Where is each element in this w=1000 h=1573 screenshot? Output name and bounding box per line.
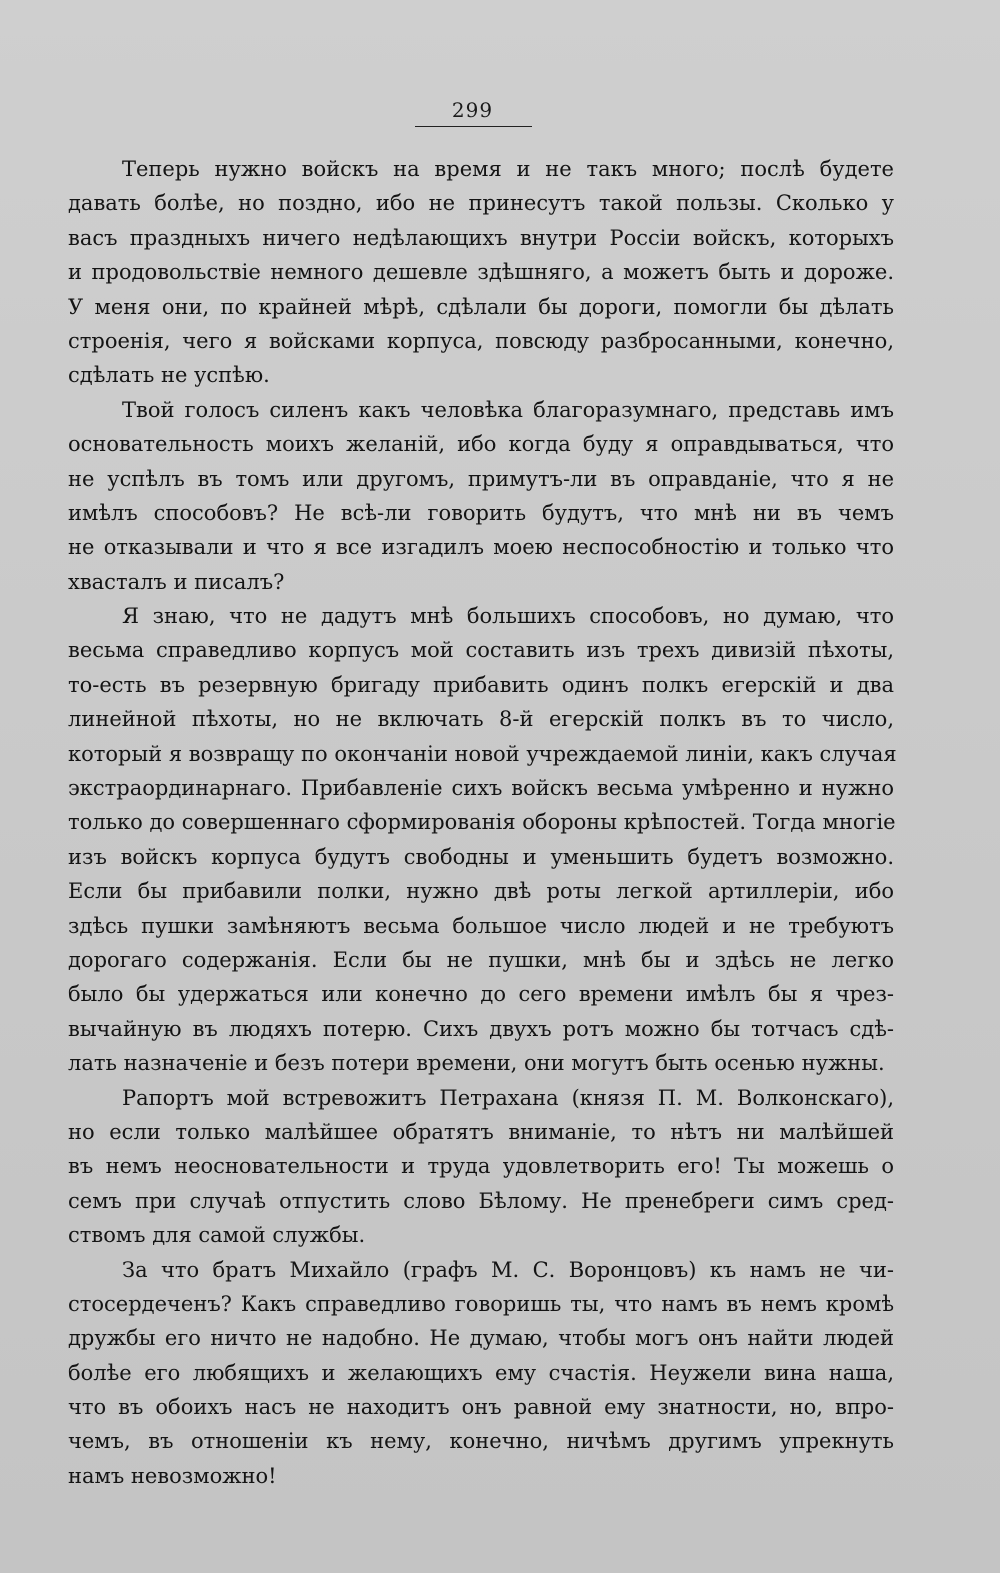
text-line: За что братъ Михайло (графъ М. С. Воронцовъ) къ намъ не чи- [122,1257,894,1282]
text-line: линейной пѣхоты, но не включать 8-й егерскій полкъ въ то число, [68,707,894,732]
body-text [68,152,897,1493]
text-line: основательность моихъ желаній, ибо когда буду я оправдываться, что [68,432,894,457]
text-line: здѣсь пушки замѣняютъ весьма большое число людей и не требуютъ [68,913,894,938]
text-line: намъ невозможно! [68,1463,277,1488]
text-line: Рапортъ мой встревожитъ Петрахана (князя П. М. Волконскаго), [122,1085,894,1110]
text-line: не успѣлъ въ томъ или другомъ, примутъ-ли въ оправданіе, что я не [68,466,894,491]
text-line: Теперь нужно войскъ на время и не такъ много; послѣ будете [122,157,894,181]
text-line: У меня они, по крайней мѣрѣ, сдѣлали бы дороги, помогли бы дѣлать [68,294,894,319]
text-line: дружбы его ничто не надобно. Не думаю, чтобы могъ онъ найти людей [68,1326,894,1351]
text-line: весьма справедливо корпусъ мой составить изъ трехъ дивизій пѣхоты, [68,638,894,663]
text-line: что въ обоихъ насъ не находитъ онъ равной ему знатности, но, впро- [68,1395,894,1420]
text-line: было бы удержаться или конечно до сего времени имѣлъ бы я чрез- [68,982,894,1007]
text-line: Если бы прибавили полки, нужно двѣ роты легкой артиллеріи, ибо [68,879,894,904]
text-line: и продовольствіе немного дешевле здѣшняго, а можетъ быть и дороже. [68,260,894,285]
text-line: семъ при случаѣ отпустить слово Бѣлому. Не пренебреги симъ сред- [68,1188,894,1213]
text-line: только до совершеннаго сформированія обороны крѣпостей. Тогда многіе [68,810,896,835]
text-line: не отказывали и что я все изгадилъ моею неспособностію и только что [68,535,894,560]
text-line: Я знаю, что не дадутъ мнѣ большихъ способовъ, но думаю, что [122,604,894,629]
text-line: въ немъ неосновательности и труда удовлетворить его! Ты можешь о [68,1154,894,1179]
text-line: чемъ, въ отношеніи къ нему, конечно, ничѣмъ другимъ упрекнуть [68,1429,894,1454]
text-line: имѣлъ способовъ? Не всѣ-ли говорить будутъ, что мнѣ ни въ чемъ [68,500,894,525]
text-line: который я возвращу по окончаніи новой учреждаемой линіи, какъ случая [68,741,897,766]
text-line: изъ войскъ корпуса будутъ свободны и уменьшить будетъ возможно. [68,844,894,869]
text-line: то-есть въ резервную бригаду прибавить одинъ полкъ егерскій и два [68,672,894,697]
text-line: лать назначеніе и безъ потери времени, они могутъ быть осенью нужны. [68,1051,885,1076]
text-line: Твой голосъ силенъ какъ человѣка благоразумнаго, представь имъ [122,397,894,422]
text-line: стосердеченъ? Какъ справедливо говоришь ты, что намъ въ немъ кромѣ [68,1291,894,1316]
text-line: экстраординарнаго. Прибавленіе сихъ войскъ весьма умѣренно и нужно [68,776,894,801]
text-line: васъ праздныхъ ничего недѣлающихъ внутри Россіи войскъ, которыхъ [68,225,894,250]
text-line: давать болѣе, но поздно, ибо не принесутъ такой пользы. Сколько у [68,191,894,216]
text-line: сдѣлать не успѣю. [68,363,270,388]
text-line: хвасталъ и писалъ? [68,569,285,594]
text-line: но если только малѣйшее обратятъ вниманіе, то нѣтъ ни малѣйшей [68,1119,894,1144]
page-number: 299 [451,98,494,122]
text-line: болѣе его любящихъ и желающихъ ему счастія. Неужели вина наша, [68,1360,894,1385]
header-rule [415,126,532,127]
text-line: ствомъ для самой службы. [68,1223,366,1248]
text-line: вычайную въ людяхъ потерю. Сихъ двухъ ротъ можно бы тотчасъ сдѣ- [68,1016,894,1041]
text-line: дорогаго содержанія. Если бы не пушки, мнѣ бы и здѣсь не легко [68,947,894,972]
text-line: строенія, чего я войсками корпуса, повсюду разбросанными, конечно, [68,328,894,353]
